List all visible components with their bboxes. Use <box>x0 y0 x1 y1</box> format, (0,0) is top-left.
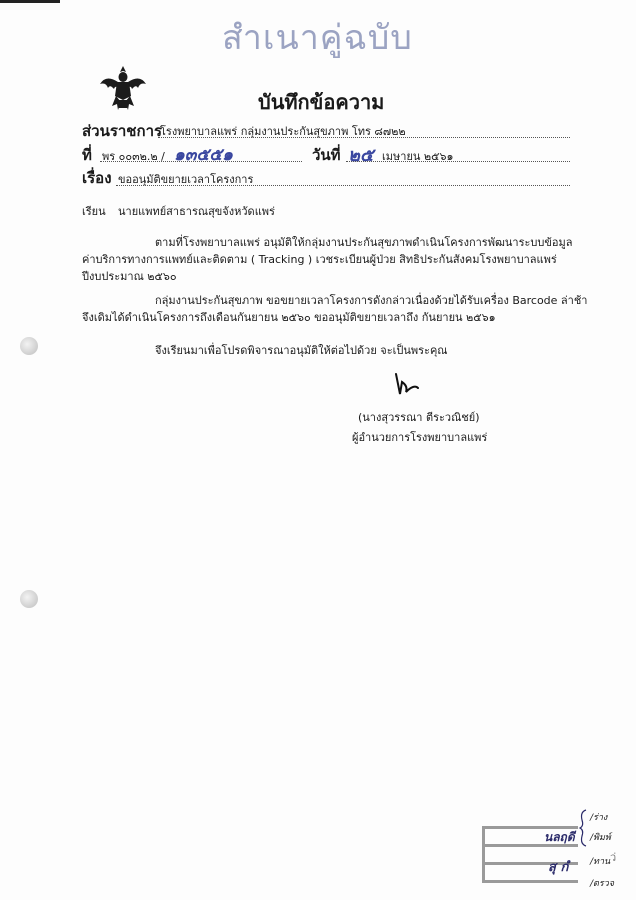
routing-stamp <box>482 808 622 892</box>
paragraph1-line2: ค่าบริการทางการแพทย์และติดตาม ( Tracking ) เวชระเบียนผู้ป่วย สิทธิประกันสังคมโรงพยาบาลแพร่ <box>82 253 557 266</box>
subject-value: ขออนุมัติขยายเวลาโครงการ <box>118 173 254 186</box>
bracket-mark <box>578 808 588 848</box>
stamp-initials-2: สุ กํ <box>548 860 569 875</box>
salutation-value: นายแพทย์สาธารณสุขจังหวัดแพร่ <box>118 205 275 218</box>
paragraph2-line2: จึงเดิมได้ดำเนินโครงการถึงเดือนกันยายน ๒๕๖๐ ขออนุมัติขยายเวลาถึง กันยายน ๒๕๖๑ <box>82 311 496 324</box>
date-value: เมษายน ๒๕๖๑ <box>382 150 454 163</box>
number-value: พร ๐๐๓๒.๒ / <box>102 150 165 163</box>
signature-mark <box>388 372 422 404</box>
stamp-initials-1: นลฤดี <box>544 830 575 844</box>
paragraph1-line1: ตามที่โรงพยาบาลแพร่ อนุมัติให้กลุ่มงานประกันสุขภาพดำเนินโครงการพัฒนาระบบข้อมูล <box>155 236 573 249</box>
salutation-label: เรียน <box>82 205 106 218</box>
stamp-row-draft: /ร่าง <box>590 813 608 823</box>
scan-edge-mark <box>0 0 60 3</box>
subject-dotted-line <box>116 185 570 186</box>
subject-label: เรื่อง <box>82 169 112 187</box>
stamp-corner-mark: ว่ <box>610 851 617 864</box>
number-dotted-line <box>100 161 302 162</box>
garuda-emblem-icon <box>98 62 148 114</box>
paragraph2-line1: กลุ่มงานประกันสุขภาพ ขอขยายเวลาโครงการดังกล่าวเนื่องด้วยได้รับเครื่อง Barcode ล่าช้า <box>155 294 588 307</box>
paragraph1-line3: ปีงบประมาณ ๒๕๖๐ <box>82 270 177 283</box>
number-handwritten: ๑๓๕๕๑ <box>174 145 233 165</box>
department-value: โรงพยาบาลแพร่ กลุ่มงานประกันสุขภาพ โทร ๘๗๒๒ <box>160 125 406 138</box>
stamp-row-check: /ตรวจ <box>590 879 615 889</box>
stamp-row-proof: /ทาน <box>590 857 611 867</box>
department-label: ส่วนราชการ <box>82 122 163 140</box>
closing-line: จึงเรียนมาเพื่อโปรดพิจารณาอนุมัติให้ต่อไปด้วย จะเป็นพระคุณ <box>155 344 448 357</box>
signatory-name: (นางสุวรรณา ตีระวณิชย์) <box>358 411 480 424</box>
department-dotted-line <box>158 137 570 138</box>
date-label: วันที่ <box>312 146 341 164</box>
date-dotted-line <box>346 161 570 162</box>
memo-title: บันทึกข้อความ <box>258 90 385 114</box>
copy-stamp: สำเนาคู่ฉบับ <box>222 18 413 58</box>
number-label: ที่ <box>82 146 92 164</box>
punch-hole-top <box>20 337 38 355</box>
stamp-row-typed: /พิมพ์ <box>590 833 611 843</box>
punch-hole-bottom <box>20 590 38 608</box>
date-handwritten: ๒๕ <box>348 145 374 166</box>
signatory-position: ผู้อำนวยการโรงพยาบาลแพร่ <box>352 431 488 444</box>
